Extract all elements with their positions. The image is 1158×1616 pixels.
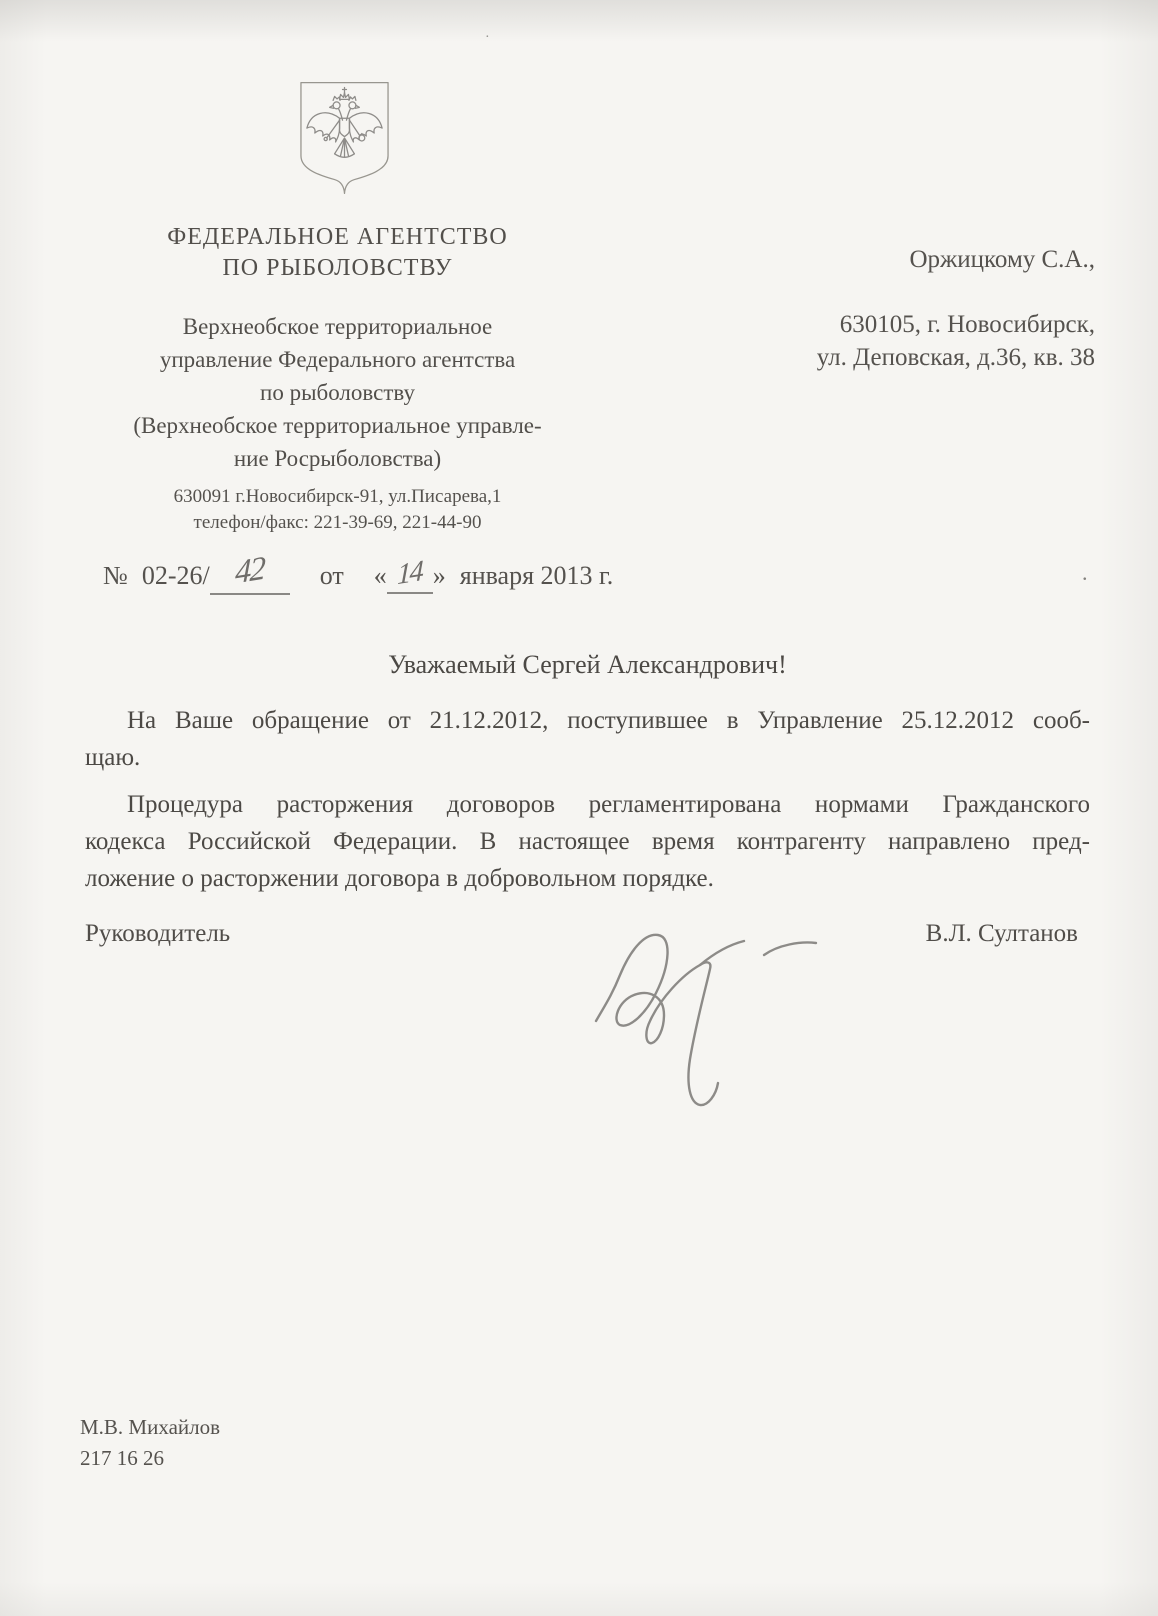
org-line: (Верхнеобское территориальное управле-: [133, 413, 542, 438]
body-line: кодекса Российской Федерации. В настоящее время контрагенту направлено пред-: [85, 828, 1090, 855]
signer-name: В.Л. Султанов: [925, 920, 1078, 947]
reference-line: [103, 550, 723, 595]
body-line: ложение о расторжении договора в добровольном порядке.: [85, 865, 714, 892]
addressee-name: Оржицкому С.А.,: [909, 246, 1095, 273]
agency-line-2: ПО РЫБОЛОВСТВУ: [222, 255, 453, 281]
quote-open: «: [373, 561, 387, 590]
handwritten-number: 42: [235, 550, 265, 592]
date-tail: января 2013 г.: [459, 561, 614, 590]
scan-speck: ·: [485, 30, 490, 45]
handwritten-day: 14: [397, 554, 423, 592]
addressee-address: [700, 308, 1095, 374]
body-line: На Ваше обращение от 21.12.2012, поступившее в Управление 25.12.2012 сооб-: [127, 707, 1090, 734]
org-line: Верхнеобское территориальное: [182, 314, 493, 339]
signer-title: Руководитель: [85, 920, 231, 947]
contact-phone: телефон/факс: 221-39-69, 221-44-90: [193, 512, 482, 533]
executor-phone: 217 16 26: [80, 1446, 164, 1470]
body-paragraph-2: [85, 786, 1090, 897]
org-line: ние Росрыболовства): [233, 446, 442, 471]
contact-block: [75, 484, 600, 536]
agency-name: [85, 222, 590, 284]
coat-of-arms-russia-icon: [297, 78, 392, 198]
day-blank: [387, 554, 433, 594]
org-line: управление Федерального агентства: [159, 347, 516, 372]
executor-block: [80, 1412, 220, 1474]
addressee-address-line: ул. Деповская, д.36, кв. 38: [816, 344, 1095, 371]
outgoing-number-prefix: 02-26/: [141, 561, 210, 590]
number-sign: №: [103, 561, 128, 590]
executor-name: М.В. Михайлов: [80, 1415, 221, 1439]
handwritten-signature: [578, 903, 834, 1123]
body-line: Процедура расторжения договоров регламентирована нормами Гражданского: [127, 791, 1090, 818]
scan-speck: .: [1082, 560, 1088, 585]
salutation: Уважаемый Сергей Александрович!: [388, 650, 787, 679]
contact-address: 630091 г.Новосибирск-91, ул.Писарева,1: [173, 486, 502, 507]
body-line: щаю.: [85, 744, 141, 771]
outgoing-number-blank: [210, 550, 290, 595]
addressee-address-line: 630105, г. Новосибирск,: [839, 311, 1095, 338]
org-line: по рыболовству: [260, 380, 415, 405]
body-paragraph-1: [85, 702, 1090, 776]
from-label: от: [319, 561, 344, 590]
org-name-block: [75, 310, 600, 475]
agency-line-1: ФЕДЕРАЛЬНОЕ АГЕНТСТВО: [167, 224, 508, 250]
quote-close: »: [432, 561, 446, 590]
